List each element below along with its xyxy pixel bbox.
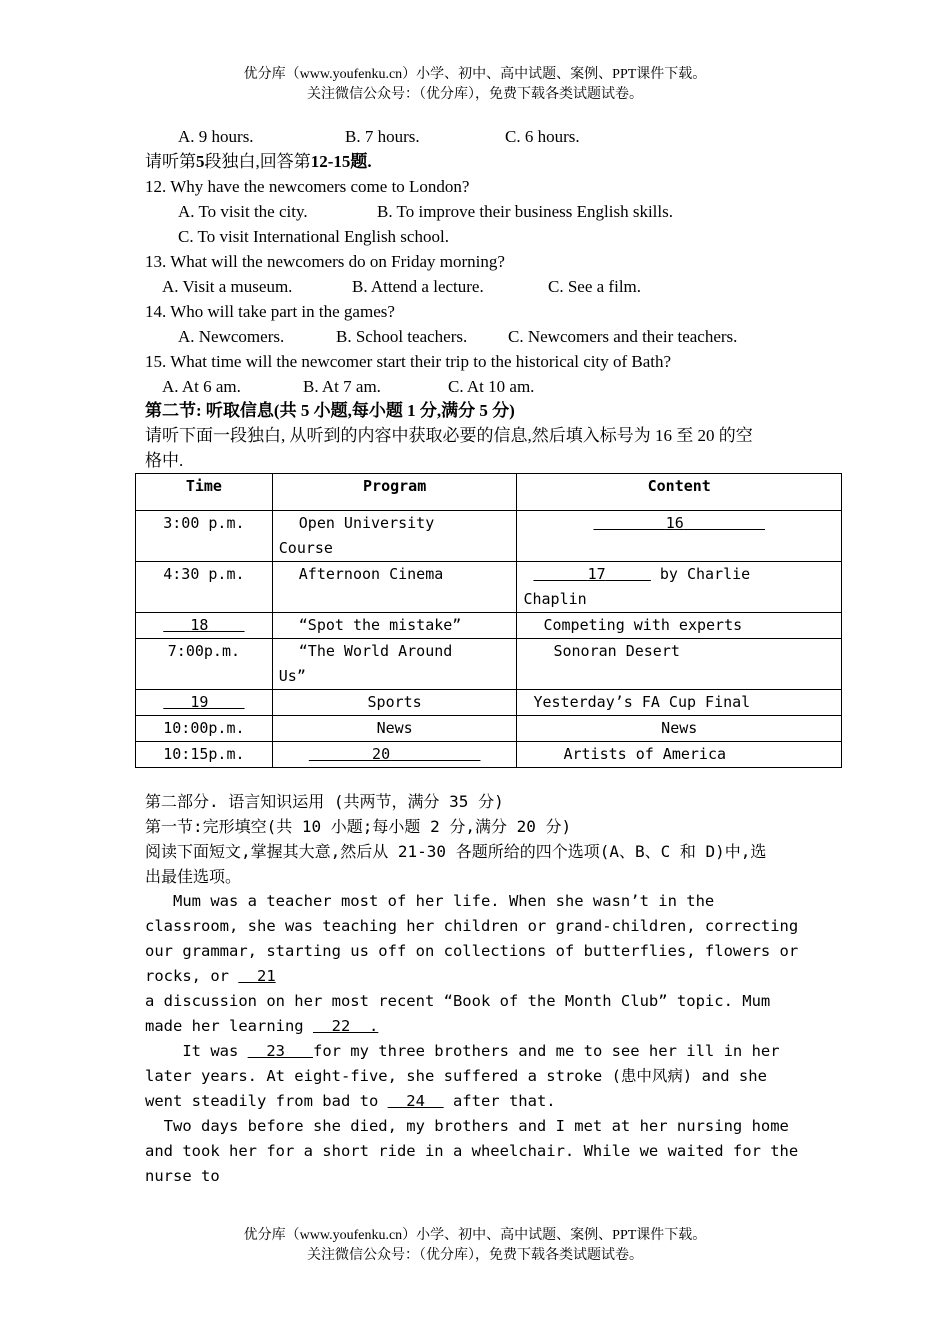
part2-instruction-line1: 请听下面一段独白, 从听到的内容中获取必要的信息,然后填入标号为 16 至 20 的空 <box>145 426 753 445</box>
q13-option-b: B. Attend a lecture. <box>352 277 484 296</box>
table-row <box>136 742 842 768</box>
header-content: Content <box>517 474 842 511</box>
section5-mid: 段独白,回答第 <box>204 152 311 171</box>
section5-range: 12-15 <box>310 152 351 171</box>
section5-post: 题. <box>350 152 372 171</box>
blank-24: 24 <box>387 1092 444 1110</box>
table-row <box>136 690 842 716</box>
q13-stem: 13. What will the newcomers do on Friday morning? <box>145 252 505 271</box>
cell-program <box>272 742 517 768</box>
cloze-instruction-line2: 出最佳选项。 <box>145 867 242 886</box>
passage-line: later years. At eight-five, she suffered a stroke (患中风病) and she <box>145 1067 767 1085</box>
q14-option-b: B. School teachers. <box>336 327 468 346</box>
program-line2: Course <box>278 539 333 557</box>
page-footer-line1: 优分库（www.youfenku.cn）小学、初中、高中试题、案例、PPT课件下载。 <box>243 1228 707 1243</box>
cell-time: 4:30 p.m. <box>136 562 273 613</box>
q13-option-c: C. See a film. <box>548 277 642 296</box>
program-text: Afternoon Cinema <box>298 565 444 583</box>
table-row <box>136 613 842 639</box>
passage-line: our grammar, starting us off on collections of butterflies, flowers or <box>145 942 799 960</box>
passage-line: and took her for a short ride in a wheelchair. While we waited for the <box>145 1142 799 1160</box>
blank-16: 16 <box>665 514 684 532</box>
cell-time: 10:00p.m. <box>136 716 273 742</box>
header-program: Program <box>272 474 517 511</box>
cell-content <box>517 613 842 639</box>
blank-20: 20 <box>372 745 391 763</box>
cell-program <box>272 613 517 639</box>
table-row <box>136 511 842 562</box>
cell-program <box>272 639 517 690</box>
cell-time: 10:15p.m. <box>136 742 273 768</box>
cell-program <box>272 511 517 562</box>
cell-content <box>517 690 842 716</box>
q15-option-b: B. At 7 am. <box>303 377 381 396</box>
q13-option-a: A. Visit a museum. <box>162 277 293 296</box>
program-line1: “The World Around <box>298 642 453 660</box>
blank-22: 22 . <box>312 1017 379 1035</box>
content-text: Sonoran Desert <box>553 642 680 660</box>
content-text: Yesterday’s FA Cup Final <box>533 693 751 711</box>
cell-content: News <box>517 716 842 742</box>
blank-23: 23 <box>247 1042 313 1060</box>
passage-line: classroom, she was teaching her children or grand-children, correcting <box>145 917 799 935</box>
q12-option-c: C. To visit International English school. <box>178 227 449 246</box>
schedule-table <box>135 473 842 768</box>
q14-stem: 14. Who will take part in the games? <box>145 302 395 321</box>
program-text: “Spot the mistake” <box>298 616 462 634</box>
part-two-title: 第二部分. 语言知识运用 (共两节，满分 35 分) <box>145 792 504 811</box>
content-text: Competing with experts <box>543 616 743 634</box>
passage-line: Mum was a teacher most of her life. When she wasn’t in the <box>145 892 715 910</box>
cell-time: 3:00 p.m. <box>136 511 273 562</box>
content-text: Artists of America <box>563 745 727 763</box>
cell-time: 7:00p.m. <box>136 639 273 690</box>
cell-program: News <box>272 716 517 742</box>
cell-content <box>517 511 842 562</box>
q14-option-c: C. Newcomers and their teachers. <box>508 327 738 346</box>
program-line1: Open University <box>298 514 435 532</box>
header-time: Time <box>136 474 273 511</box>
cell-content <box>517 742 842 768</box>
passage-line: rocks, or 21 <box>145 967 276 985</box>
q11-option-b: B. 7 hours. <box>345 127 420 146</box>
passage-line: It was 23 for my three brothers and me to see her ill in her <box>145 1042 780 1060</box>
cell-content <box>517 639 842 690</box>
blank-21: 21 <box>238 967 276 985</box>
cloze-section-title: 第一节:完形填空(共 10 小题;每小题 2 分,满分 20 分) <box>145 817 572 836</box>
q11-option-a: A. 9 hours. <box>178 127 254 146</box>
passage-line: nurse to <box>145 1167 220 1185</box>
passage-line: a discussion on her most recent “Book of the Month Club” topic. Mum <box>145 992 771 1010</box>
blank-18: 18 <box>190 616 209 634</box>
blank-19: 19 <box>190 693 209 711</box>
q15-stem: 15. What time will the newcomer start their trip to the historical city of Bath? <box>145 352 672 371</box>
cloze-instruction-line1: 阅读下面短文,掌握其大意,然后从 21-30 各题所给的四个选项(A、B、C 和 D)中,选 <box>145 842 767 861</box>
page-header-line1: 优分库（www.youfenku.cn）小学、初中、高中试题、案例、PPT课件下载。 <box>243 67 707 82</box>
q15-option-a: A. At 6 am. <box>162 377 241 396</box>
table-row <box>136 639 842 690</box>
table-row <box>136 562 842 613</box>
passage-line: made her learning 22 . <box>145 1017 379 1035</box>
q12-stem: 12. Why have the newcomers come to London? <box>145 177 470 196</box>
q14-option-a: A. Newcomers. <box>178 327 285 346</box>
program-line2: Us” <box>278 667 306 685</box>
content-line2: Chaplin <box>523 590 587 608</box>
passage-line: went steadily from bad to 24 after that. <box>145 1092 556 1110</box>
cell-time <box>136 690 273 716</box>
q15-option-c: C. At 10 am. <box>448 377 535 396</box>
section5-pre: 请听第 <box>145 152 196 171</box>
q11-option-c: C. 6 hours. <box>505 127 580 146</box>
cell-program <box>272 562 517 613</box>
section5-num: 5 <box>196 152 205 171</box>
page-footer-line2: 关注微信公众号：（优分库），免费下载各类试题试卷。 <box>307 1248 643 1263</box>
cell-content <box>517 562 842 613</box>
cell-time <box>136 613 273 639</box>
blank-17: 17 <box>587 565 606 583</box>
part2-title: 第二节: 听取信息(共 5 小题,每小题 1 分,满分 5 分) <box>145 401 515 420</box>
cell-program: Sports <box>272 690 517 716</box>
table-row <box>136 716 842 742</box>
part2-instruction-line2: 格中. <box>145 451 184 470</box>
passage-line: Two days before she died, my brothers and I met at her nursing home <box>145 1117 789 1135</box>
table-header-row <box>136 474 842 511</box>
q12-option-a: A. To visit the city. <box>178 202 308 221</box>
content-after: by Charlie <box>650 565 751 583</box>
page-header-line2: 关注微信公众号：（优分库），免费下载各类试题试卷。 <box>307 87 643 102</box>
q12-option-b: B. To improve their business English skills. <box>377 202 673 221</box>
section5-instruction <box>145 151 372 173</box>
